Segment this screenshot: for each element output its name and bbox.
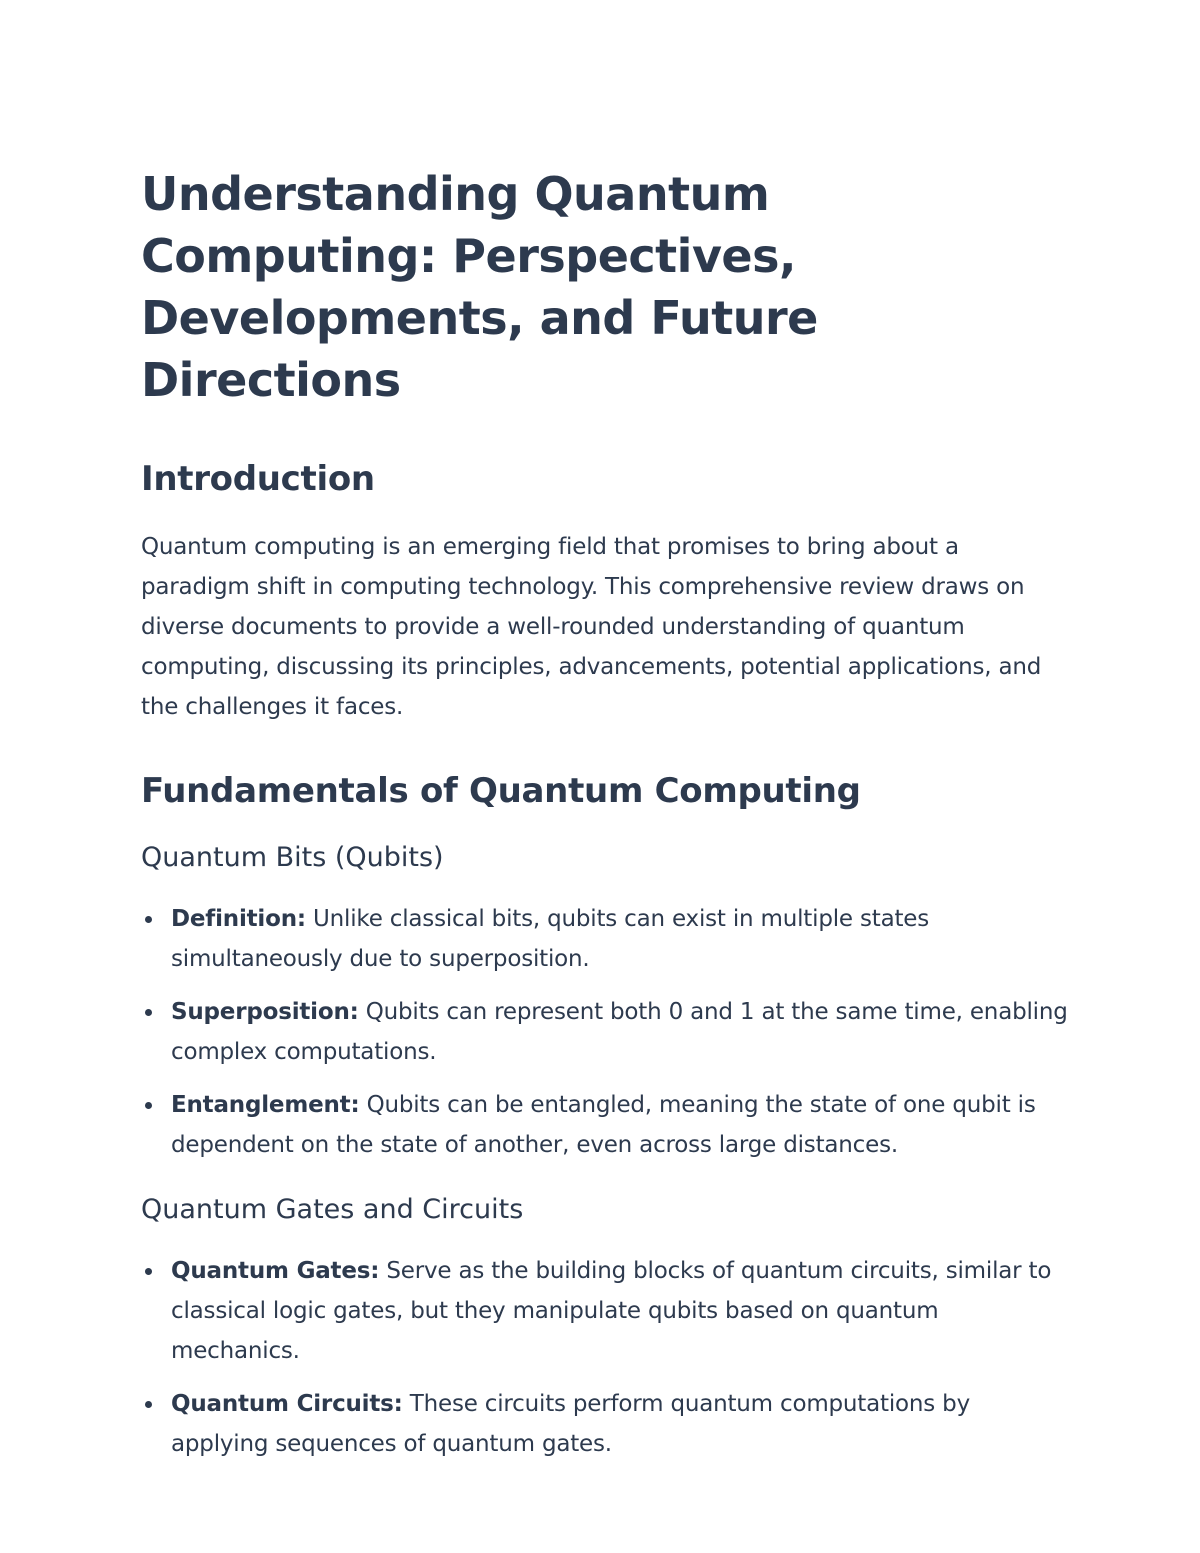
list-item [141, 1085, 1071, 1165]
bullet-dot-icon [145, 916, 152, 923]
introduction-heading: Introduction [141, 459, 375, 499]
document-page [141, 163, 1071, 1477]
gates-list [141, 1251, 1071, 1464]
list-item [141, 899, 1071, 979]
qubits-list [141, 899, 1071, 1165]
list-item-text: Serve as the building blocks of quantum circuits, similar to classical logic gates, but they manipulate qubits based on quantum mechanics. [171, 1258, 1052, 1364]
list-item-term: Entanglement: [171, 1092, 360, 1118]
list-item-term: Quantum Circuits: [171, 1391, 403, 1417]
document-title: Understanding Quantum Computing: Perspectives, Developments, and Future Directions [141, 167, 818, 407]
gates-subheading: Quantum Gates and Circuits [141, 1194, 524, 1225]
list-item-text: Qubits can represent both 0 and 1 at the same time, enabling complex computations. [171, 999, 1068, 1065]
qubits-subheading: Quantum Bits (Qubits) [141, 842, 444, 873]
list-item-term: Definition: [171, 906, 306, 932]
list-item [141, 1251, 1071, 1371]
list-item [141, 1384, 1071, 1464]
list-item [141, 992, 1071, 1072]
list-item-term: Superposition: [171, 999, 359, 1025]
list-item-text: These circuits perform quantum computations by applying sequences of quantum gates. [171, 1391, 970, 1457]
fundamentals-heading: Fundamentals of Quantum Computing [141, 771, 861, 811]
list-item-text: Unlike classical bits, qubits can exist in multiple states simultaneously due to superposition. [171, 906, 930, 972]
list-item-term: Quantum Gates: [171, 1258, 380, 1284]
bullet-dot-icon [145, 1009, 152, 1016]
introduction-paragraph: Quantum computing is an emerging field that promises to bring about a paradigm shift in computing technology. This comprehensive review draws on diverse documents to provide a well-rounded understanding of quantum computing, discussing its principles, advancements, potential applications, and the challenges it faces. [141, 534, 1042, 720]
bullet-dot-icon [145, 1401, 152, 1408]
bullet-dot-icon [145, 1102, 152, 1109]
bullet-dot-icon [145, 1268, 152, 1275]
list-item-text: Qubits can be entangled, meaning the state of one qubit is dependent on the state of another, even across large distances. [171, 1092, 1036, 1158]
